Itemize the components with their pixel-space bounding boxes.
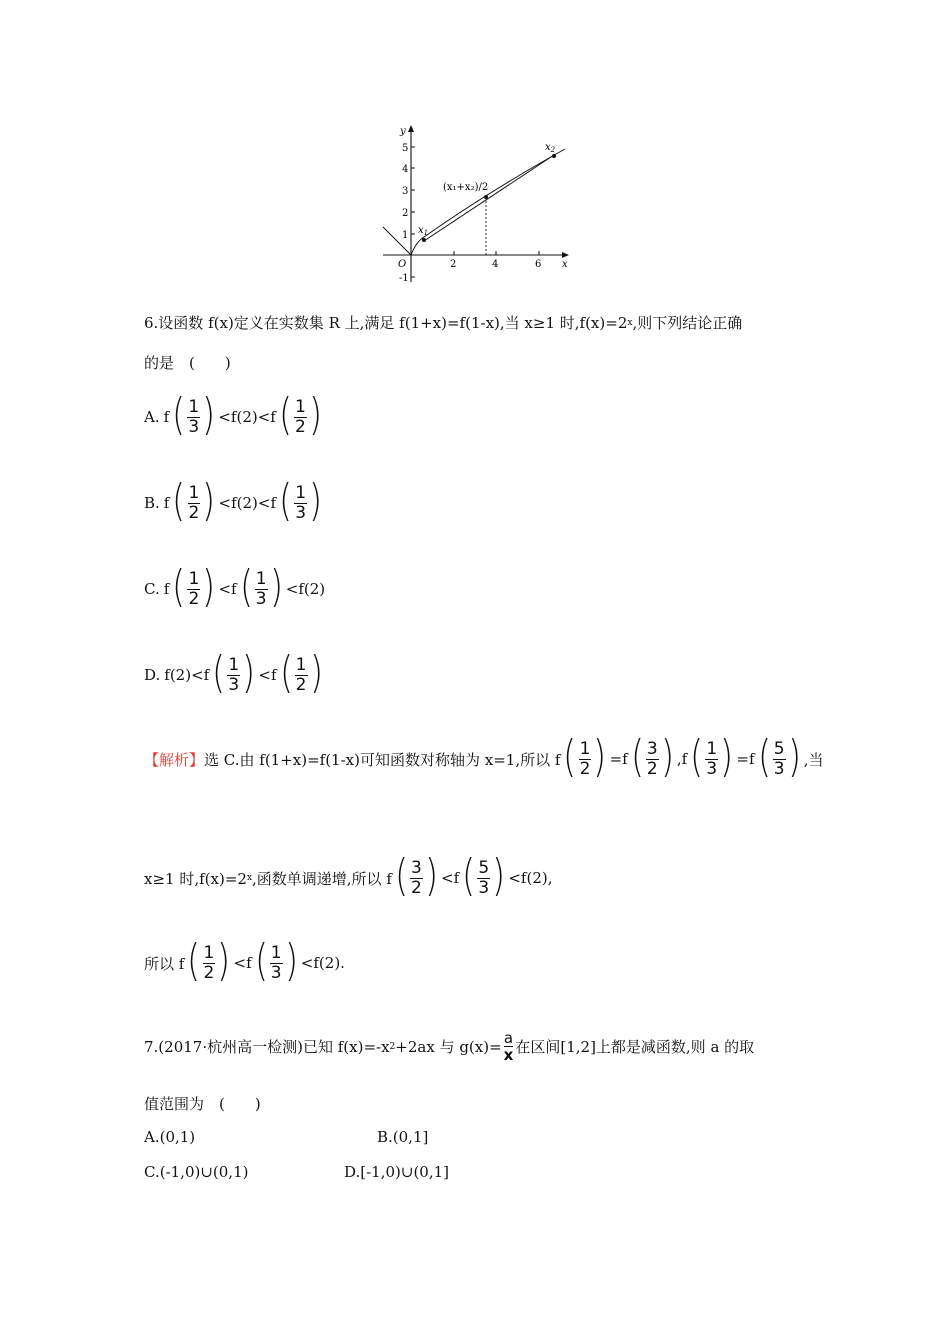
y-tick-neg1: -1	[399, 273, 409, 284]
q6-option-b[interactable]: B. f ( $\frac{1}{2}$ ) <f (2) <f ( $\frac{1}{3}$ )	[144, 475, 323, 526]
x-tick-4: 4	[492, 259, 499, 270]
q7-option-a[interactable]: A.(0,1)	[144, 1128, 196, 1146]
x-tick-2: 2	[450, 259, 457, 270]
y-axis-arrow	[408, 125, 414, 132]
y-tick-1: 1	[402, 230, 409, 241]
x-axis-arrow	[562, 252, 569, 258]
q6-option-c[interactable]: C. f ( $\frac{1}{2}$ ) <f ( $\frac{1}{3}$ ) <f(2)	[144, 561, 326, 612]
q6-stem-line1: 6.设函数 f(x)定义在实数集 R 上,满足 f(1+x)=f(1-x),当 x≥1 时,f(x)=2 x ,则下列结论正确	[144, 314, 743, 332]
solution-tag: 【解析】	[144, 750, 205, 769]
chord-line	[424, 155, 554, 241]
function-curve	[411, 149, 565, 255]
label-x1: $x_1$	[418, 225, 429, 237]
q7-option-d[interactable]: D.[-1,0)∪(0,1]	[344, 1163, 450, 1181]
y-axis-label: y	[400, 126, 406, 137]
q7-option-b[interactable]: B.(0,1]	[377, 1128, 429, 1146]
y-tick-3: 3	[402, 186, 409, 197]
q7-option-c[interactable]: C.(-1,0)∪(0,1)	[144, 1163, 249, 1181]
point-mid	[484, 195, 488, 199]
point-x1	[422, 238, 426, 242]
q7-fraction: $\frac{a}{x}$	[503, 1029, 514, 1064]
solution-line1: 【解析】 选 C.由 f(1+x)=f(1-x)可知函数对称轴为 x=1,所以 f ( $\frac{1}{2}$ ) =f ( $\frac{3}{2}$ ) ,f ( $\frac{1}{3}$ ) =f ( $\frac{5}{3}$ ) ,当	[144, 731, 824, 782]
label-midpoint: (x₁+x₂)/2	[443, 182, 489, 193]
q7-stem-line1: 7.(2017·杭州高一检测)已知 f(x)=-x 2 +2ax 与 g(x)= $\frac{a}{x}$ 在区间[1,2]上都是减函数,则 a 的取	[144, 1029, 755, 1064]
y-tick-4: 4	[402, 164, 409, 175]
origin-label: O	[398, 259, 407, 270]
q7-stem-line2: 值范围为 ( )	[144, 1095, 261, 1113]
x-tick-6: 6	[535, 259, 542, 270]
y-tick-5: 5	[402, 143, 409, 154]
q6-option-d[interactable]: D. f (2) <f ( $\frac{1}{3}$ ) <f ( $\frac{1}{2}$ )	[144, 647, 323, 698]
function-graph	[378, 122, 578, 287]
q6-stem-line2: 的是 ( )	[144, 354, 231, 372]
q6-option-a[interactable]: A. f ( $\frac{1}{3}$ ) <f (2) <f ( $\frac{1}{2}$ )	[144, 389, 322, 440]
solution-line3: 所以 f ( $\frac{1}{2}$ ) <f ( $\frac{1}{3}$ ) <f(2).	[144, 935, 345, 986]
label-x2: $x_2$	[545, 142, 556, 154]
x-axis-label: x	[562, 259, 568, 270]
solution-line2: x≥1 时,f(x)=2 x ,函数单调递增,所以 f ( $\frac{3}{2}$ ) <f ( $\frac{5}{3}$ ) <f(2),	[144, 850, 553, 901]
point-x2	[552, 154, 556, 158]
y-tick-2: 2	[402, 208, 409, 219]
